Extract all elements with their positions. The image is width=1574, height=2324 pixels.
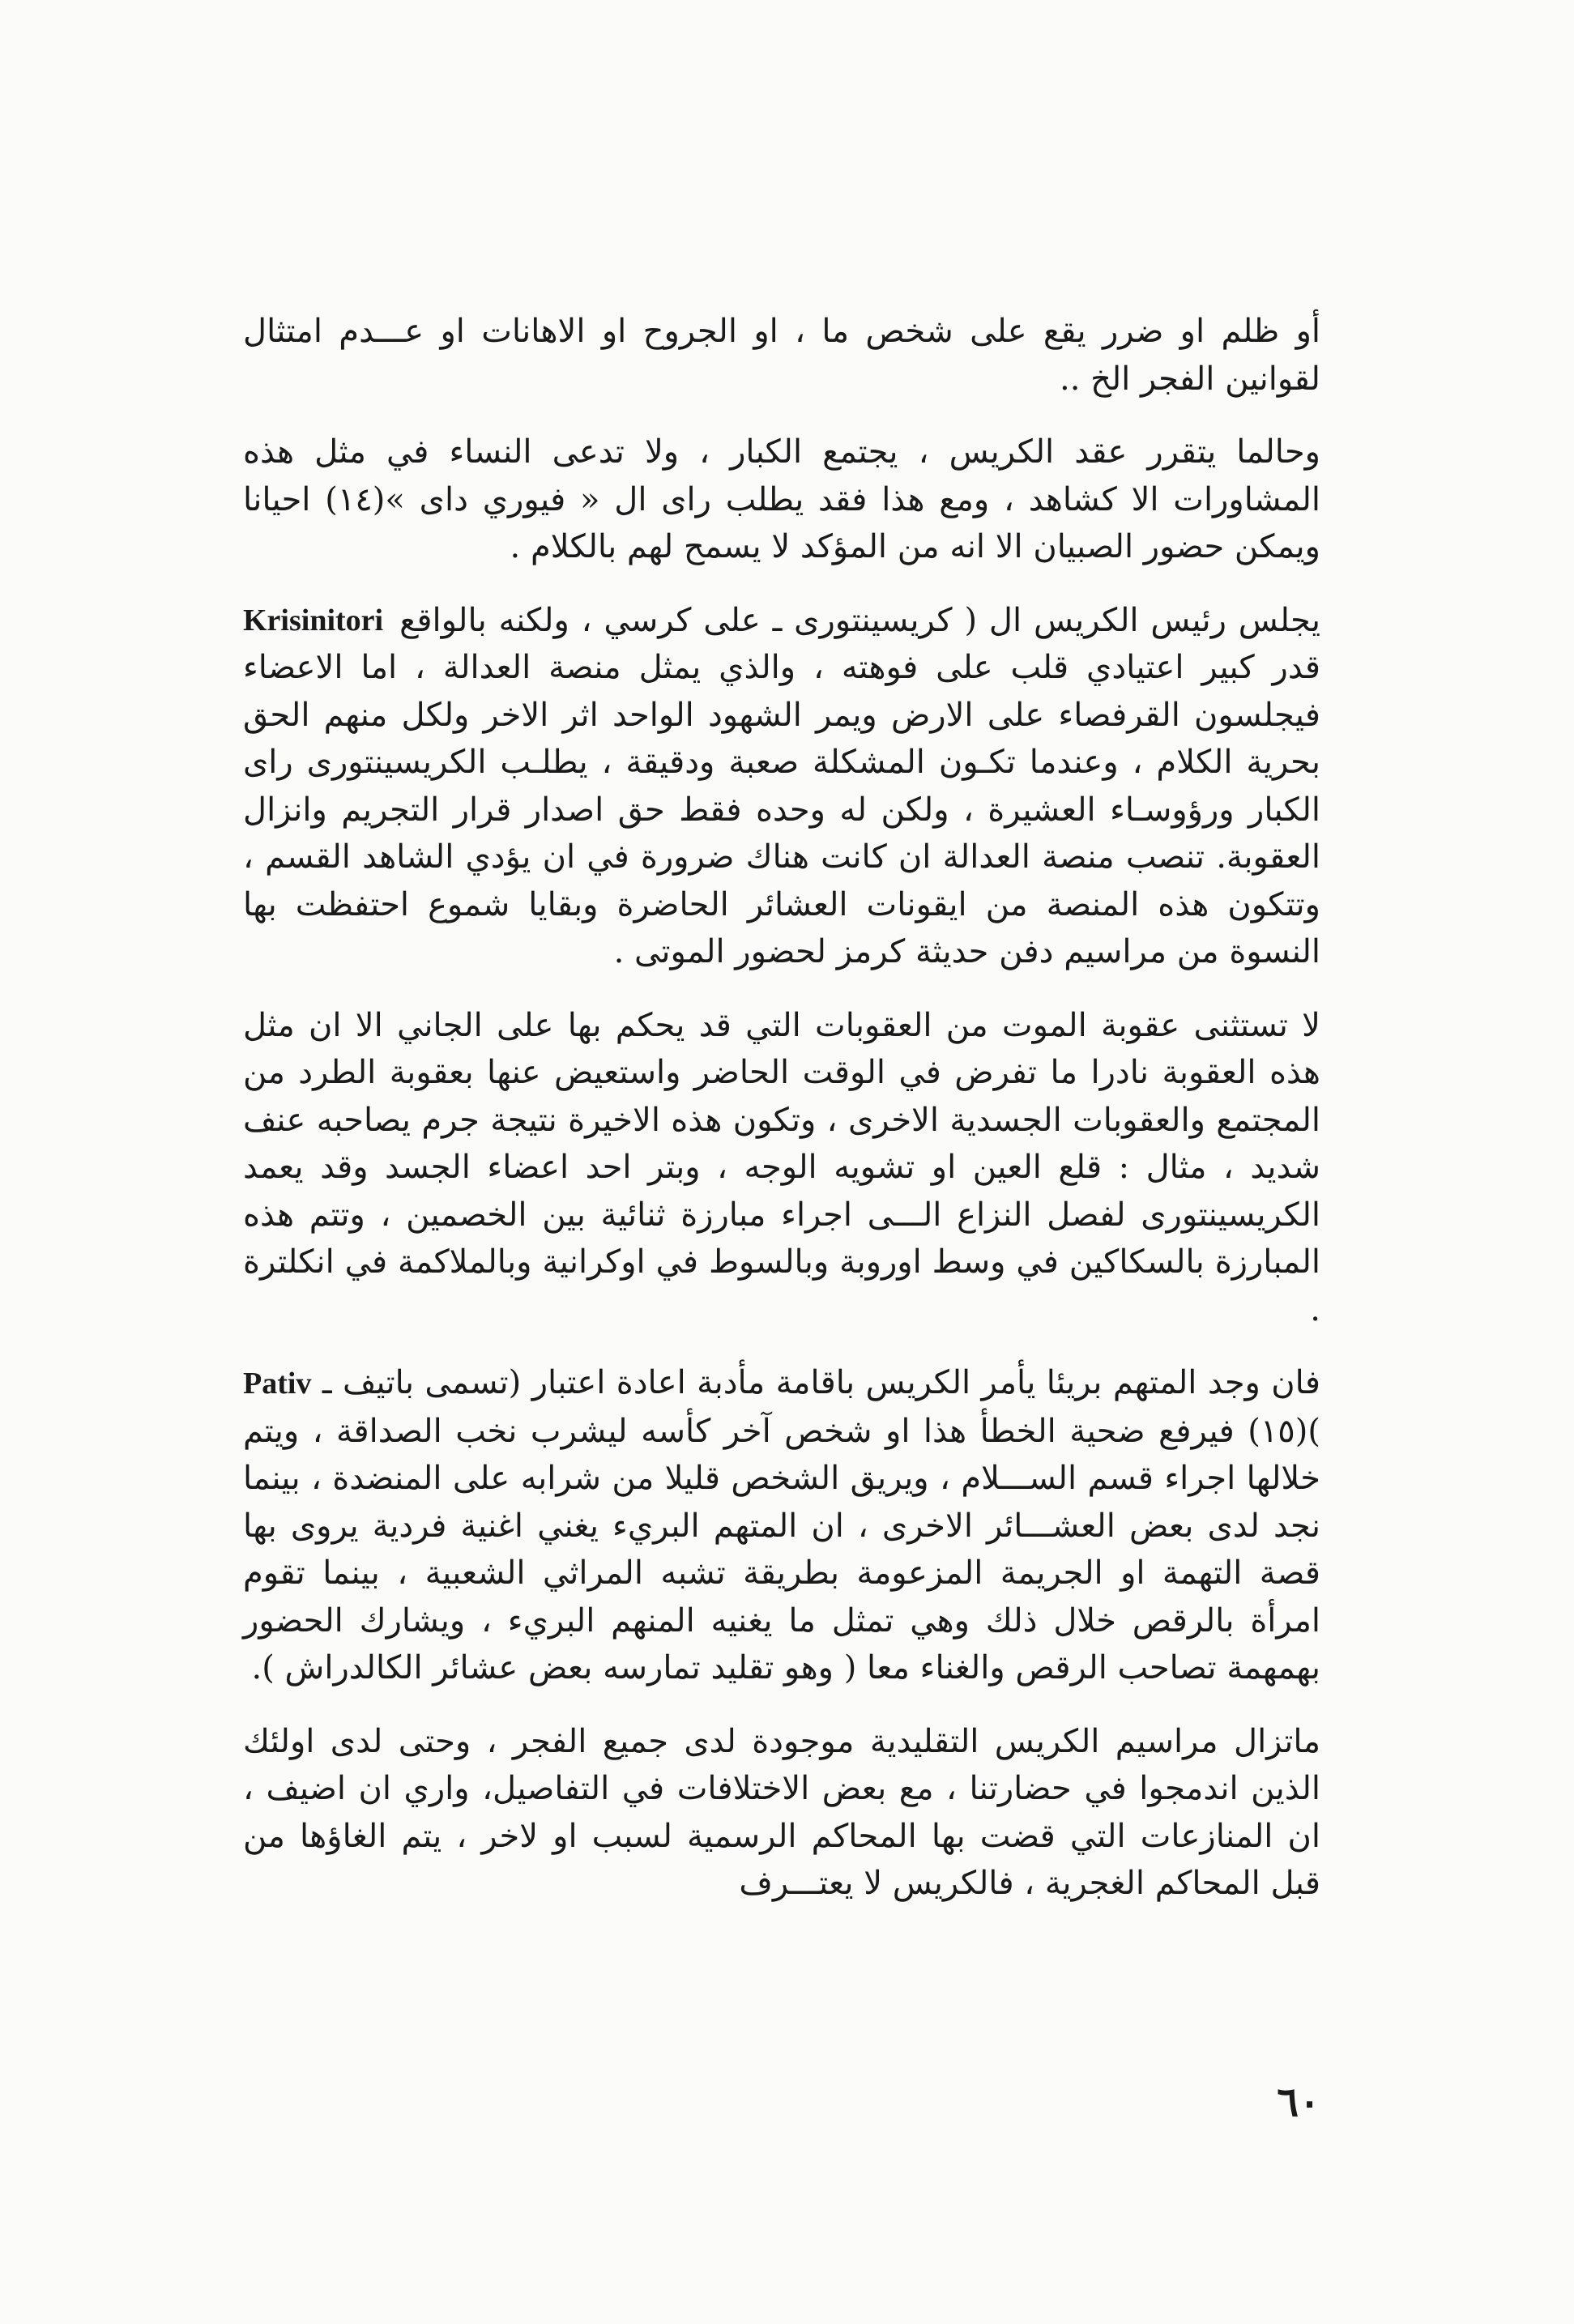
paragraph-2 (243, 429, 1320, 571)
paragraph-2-text: وحالما يتقرر عقد الكريس ، يجتمع الكبار ، ولا تدعى النساء في مثل هذه المشاورات الا كشاهد ، ومع هذا فقد يطلب راى ال « فيوري داى »(١٤) احيانا ويمكن حضور الصبيان الا انه من المؤكد لا يسمح لهم بالكلام . (243, 433, 1320, 565)
paragraph-1-text: أو ظلم او ضرر يقع على شخص ما ، او الجروح او الاهانات او عـــدم امتثال لقوانين الفجر الخ .. (243, 313, 1320, 398)
paragraph-4 (243, 1002, 1320, 1334)
paragraph-6-text: ماتزال مراسيم الكريس التقليدية موجودة لدى جميع الفجر ، وحتى لدى اولئك الذين اندمجوا في حضارتنا ، مع بعض الاختلافات في التفاصيل، واري ان اضيف ، ان المنازعات التي قضت بها المحاكم الرسمية لسبب او لاخر ، يتم الغاؤها من قبل المحاكم الغجرية ، فالكريس لا يعتـــرف (243, 1722, 1320, 1902)
paragraph-5 (243, 1359, 1320, 1692)
paragraph-6 (243, 1718, 1320, 1908)
paragraph-3-text: يجلس رئيس الكريس ال ( كريسينتورى ـ على كرسي ، ولكنه بالواقع قدر كبير اعتيادي قلب على فوهته ، والذي يمثل منصة العدالة ، اما الاعضاء فيجلسون القرفصاء على الارض ويمر الشهود الواحد اثر الاخر ولكل منهم الحق بحرية الكلام ، وعندما تكـون المشكلة صعبة ودقيقة ، يطلـب الكريسينتورى راى الكبار ورؤوسـاء العشيرة ، ولكن له وحده فقط حق اصدار قرار التجريم وانزال العقوبة. تنصب منصة العدالة ان كانت هناك ضرورة في ان يؤدي الشاهد القسم ، وتتكون هذه المنصة من ايقونات العشائر الحاضرة وبقايا شموع احتفظت بها النسوة من مراسيم دفن حديثة كرمز لحضور الموتى . (243, 601, 1320, 970)
paragraph-3 (243, 597, 1320, 976)
paragraph-4-text: لا تستثنى عقوبة الموت من العقوبات التي قد يحكم بها على الجاني الا ان مثل هذه العقوبة نادرا ما تفرض في الوقت الحاضر واستعيض عنها بعقوبة الطرد من المجتمع والعقوبات الجسدية الاخرى ، وتكون هذه الاخيرة نتيجة جرم يصاحبه عنف شديد ، مثال : قلع العين او تشويه الوجه ، وبتر احد اعضاء الجسد وقد يعمد الكريسينتورى لفصل النزاع الـــى اجراء مبارزة ثنائية بين الخصمين ، وتتم هذه المبارزة بالسكاكين في وسط اوروبة وبالسوط في اوكرانية وبالملاكمة في انكلترة . (243, 1006, 1320, 1328)
latin-term-krisinitori: Krisinitori (243, 603, 384, 638)
paragraph-5-text-after: )(١٥) فيرفع ضحية الخطأ هذا او شخص آخر كأسه ليشرب نخب الصداقة ، ويتم خلالها اجراء قسم الســـلام ، ويريق الشخص قليلا من شرابه على المنضدة ، بينما نجد لدى بعض العشـــائر الاخرى ، ان المتهم البريء يغني اغنية فردية يروى بها قصة التهمة او الجريمة المزعومة بطريقة تشبه المراثي الشعبية ، بينما تقوم امرأة بالرقص خلال ذلك وهي تمثل ما يغنيه المنهم البريء ، ويشارك الحضور بهمهمة تصاحب الرقص والغناء معا ( وهو تقليد تمارسه بعض عشائر الكالدراش ). (243, 1412, 1320, 1686)
paragraph-1 (243, 308, 1320, 403)
document-body (243, 308, 1320, 1908)
page-number: ٦٠ (1277, 2078, 1320, 2126)
paragraph-5-text-before: فان وجد المتهم بريئا يأمر الكريس باقامة مأدبة اعادة اعتبار (تسمى باتيف ـ (322, 1364, 1320, 1401)
latin-term-pativ: Pativ (243, 1367, 312, 1401)
